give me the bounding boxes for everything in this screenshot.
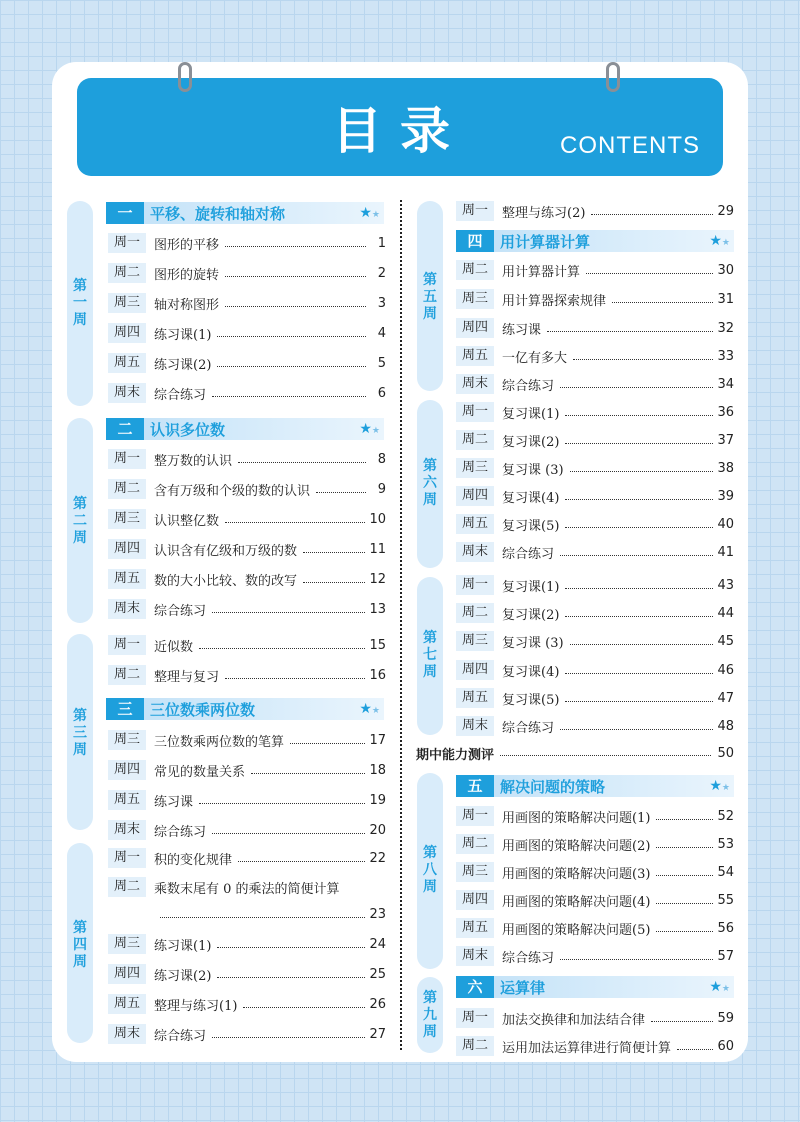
day-label: 周二	[456, 260, 494, 280]
chapter-name: 三位数乘两位数	[150, 700, 256, 719]
midterm-label: 期中能力测评	[416, 747, 495, 763]
leader-dots	[212, 1028, 365, 1038]
topic-label: 练习课(1)	[154, 938, 212, 954]
toc-entry[interactable]	[456, 402, 734, 422]
leader-dots	[560, 378, 713, 388]
topic-label: 认识整亿数	[154, 513, 220, 529]
page-number: 47	[717, 690, 734, 706]
chapter-name: 运算律	[500, 978, 546, 997]
day-label: 周三	[456, 862, 494, 882]
toc-entry[interactable]	[108, 848, 386, 868]
topic-label: 积的变化规律	[154, 852, 233, 868]
week-label: 第九周	[423, 990, 437, 1040]
toc-entry[interactable]	[108, 877, 386, 897]
page-number: 45	[717, 633, 734, 649]
topic-label: 整理与练习(1)	[154, 998, 238, 1014]
page-number: 23	[369, 906, 386, 922]
leader-dots	[586, 264, 713, 274]
toc-entry[interactable]	[108, 934, 386, 954]
toc-entry[interactable]	[456, 430, 734, 450]
topic-label: 练习课	[154, 794, 194, 810]
toc-entry[interactable]	[456, 575, 734, 595]
topic-label: 用画图的策略解决问题(4)	[502, 894, 651, 910]
page-number: 53	[717, 836, 734, 852]
leader-dots	[217, 968, 365, 978]
day-label: 周三	[456, 631, 494, 651]
topic-label: 用计算器探索规律	[502, 293, 607, 309]
topic-label: 复习课 (3)	[502, 462, 564, 478]
day-label: 周末	[108, 599, 146, 619]
toc-entry[interactable]	[456, 1008, 734, 1028]
toc-entry[interactable]	[456, 631, 734, 651]
topic-label: 复习课(5)	[502, 692, 560, 708]
page-number: 37	[717, 432, 734, 448]
chapter-number: 四	[456, 230, 494, 252]
chapter-number: 五	[456, 775, 494, 797]
day-label: 周五	[456, 918, 494, 938]
page-number: 34	[717, 376, 734, 392]
topic-label: 近似数	[154, 639, 194, 655]
page-number: 44	[717, 605, 734, 621]
toc-entry[interactable]	[108, 904, 386, 924]
topic-label: 综合练习	[154, 603, 207, 619]
day-label: 周五	[108, 353, 146, 373]
week-label: 第八周	[423, 845, 437, 895]
page-number: 15	[369, 637, 386, 653]
toc-entry[interactable]	[108, 323, 386, 343]
day-label: 周三	[456, 458, 494, 478]
topic-label: 复习课(5)	[502, 518, 560, 534]
page-number: 59	[717, 1010, 734, 1026]
day-label: 周二	[456, 430, 494, 450]
toc-entry[interactable]	[456, 318, 734, 338]
page-number: 55	[717, 892, 734, 908]
toc-entry[interactable]	[108, 599, 386, 619]
page-number: 2	[377, 265, 386, 281]
topic-label: 综合练习	[502, 950, 555, 966]
day-label: 周五	[108, 994, 146, 1014]
toc-entry[interactable]	[456, 918, 734, 938]
page-number: 5	[377, 355, 386, 371]
leader-dots	[238, 453, 366, 463]
topic-label: 用画图的策略解决问题(2)	[502, 838, 651, 854]
toc-entry[interactable]	[456, 514, 734, 534]
leader-dots	[290, 734, 365, 744]
star-icon: ★★	[709, 979, 730, 995]
toc-entry[interactable]	[456, 660, 734, 680]
page-title: 目录	[332, 102, 468, 160]
topic-label: 整理与练习(2)	[502, 205, 586, 221]
topic-label: 综合练习	[502, 546, 555, 562]
day-label: 周四	[456, 660, 494, 680]
topic-label: 轴对称图形	[154, 297, 220, 313]
day-label: 周五	[108, 569, 146, 589]
day-label: 周一	[456, 575, 494, 595]
toc-entry[interactable]	[456, 542, 734, 562]
chapter-number: 三	[106, 698, 144, 720]
chapter-header[interactable]	[456, 976, 734, 998]
page-number: 25	[369, 966, 386, 982]
page-number: 56	[717, 920, 734, 936]
page-number: 41	[717, 544, 734, 560]
leader-dots	[591, 205, 713, 215]
topic-label: 综合练习	[154, 387, 207, 403]
leader-dots	[500, 746, 711, 756]
page-number: 46	[717, 662, 734, 678]
topic-label: 综合练习	[154, 1028, 207, 1044]
page-number: 32	[717, 320, 734, 336]
day-label	[108, 904, 146, 924]
page-number: 27	[369, 1026, 386, 1042]
leader-dots	[225, 267, 366, 277]
leader-dots	[565, 664, 713, 674]
page-number: 39	[717, 488, 734, 504]
page-number: 18	[369, 762, 386, 778]
topic-label: 一亿有多大	[502, 350, 568, 366]
page-number: 3	[377, 295, 386, 311]
page-number: 8	[377, 451, 386, 467]
topic-label: 整理与复习	[154, 669, 220, 685]
toc-entry[interactable]	[456, 289, 734, 309]
topic-label: 复习课(2)	[502, 607, 560, 623]
day-label: 周三	[108, 293, 146, 313]
topic-label: 综合练习	[502, 378, 555, 394]
column-divider	[400, 200, 402, 1050]
leader-dots	[212, 824, 365, 834]
toc-entry[interactable]	[456, 603, 734, 623]
page-number: 50	[717, 745, 734, 761]
page-number: 33	[717, 348, 734, 364]
day-label: 周二	[456, 834, 494, 854]
leader-dots	[225, 297, 366, 307]
topic-label: 常见的数量关系	[154, 764, 246, 780]
toc-entry[interactable]	[108, 820, 386, 840]
topic-label: 用画图的策略解决问题(3)	[502, 866, 651, 882]
leader-dots	[565, 692, 713, 702]
week-label: 第三周	[73, 708, 87, 758]
leader-dots	[212, 387, 366, 397]
leader-dots	[225, 669, 365, 679]
binder-ring-icon	[178, 62, 192, 92]
day-label: 周二	[456, 603, 494, 623]
toc-entry[interactable]	[456, 862, 734, 882]
day-label: 周四	[108, 760, 146, 780]
leader-dots	[656, 922, 713, 932]
week-label: 第七周	[423, 630, 437, 680]
toc-entry[interactable]	[456, 946, 734, 966]
toc-entry[interactable]	[108, 263, 386, 283]
toc-entry[interactable]	[108, 509, 386, 529]
page-number: 6	[377, 385, 386, 401]
leader-dots	[560, 950, 713, 960]
toc-entry[interactable]	[108, 233, 386, 253]
day-label: 周末	[456, 374, 494, 394]
page-number: 12	[369, 571, 386, 587]
binder-ring-icon	[606, 62, 620, 92]
leader-dots	[225, 513, 365, 523]
leader-dots	[303, 543, 365, 553]
day-label: 周三	[108, 934, 146, 954]
chapter-number: 六	[456, 976, 494, 998]
page-number: 48	[717, 718, 734, 734]
leader-dots	[199, 639, 365, 649]
leader-dots	[560, 720, 713, 730]
leader-dots	[651, 1012, 713, 1022]
topic-label: 运用加法运算律进行简便计算	[502, 1040, 672, 1056]
topic-label: 乘数末尾有 0 的乘法的简便计算	[154, 881, 340, 897]
day-label: 周一	[456, 201, 494, 221]
day-label: 周五	[456, 688, 494, 708]
chapter-name: 认识多位数	[150, 420, 226, 439]
topic-label: 含有万级和个级的数的认识	[154, 483, 311, 499]
day-label: 周末	[456, 542, 494, 562]
topic-label: 用画图的策略解决问题(5)	[502, 922, 651, 938]
leader-dots	[570, 462, 714, 472]
leader-dots	[243, 998, 365, 1008]
leader-dots	[565, 607, 713, 617]
toc-entry[interactable]	[108, 293, 386, 313]
topic-label: 复习课(4)	[502, 490, 560, 506]
day-label: 周五	[456, 346, 494, 366]
midterm-entry[interactable]	[416, 743, 734, 763]
leader-dots	[656, 810, 713, 820]
star-icon: ★★	[709, 233, 730, 249]
chapter-header[interactable]	[106, 202, 384, 224]
day-label: 周一	[456, 1008, 494, 1028]
toc-entry[interactable]	[108, 383, 386, 403]
page-number: 9	[377, 481, 386, 497]
leader-dots	[656, 894, 713, 904]
topic-label: 复习课(1)	[502, 406, 560, 422]
chapter-header[interactable]	[456, 775, 734, 797]
toc-entry[interactable]	[108, 449, 386, 469]
page-number: 52	[717, 808, 734, 824]
page-number: 16	[369, 667, 386, 683]
page-number: 29	[717, 203, 734, 219]
leader-dots	[303, 573, 365, 583]
topic-label: 三位数乘两位数的笔算	[154, 734, 285, 750]
page-number: 40	[717, 516, 734, 532]
day-label: 周一	[456, 806, 494, 826]
toc-entry[interactable]	[108, 569, 386, 589]
leader-dots	[565, 406, 713, 416]
toc-entry[interactable]	[108, 1024, 386, 1044]
page-number: 60	[717, 1038, 734, 1054]
page-number: 4	[377, 325, 386, 341]
leader-dots	[212, 603, 365, 613]
chapter-name: 解决问题的策略	[500, 777, 606, 796]
page-number: 54	[717, 864, 734, 880]
page-number: 11	[369, 541, 386, 557]
day-label: 周二	[108, 263, 146, 283]
leader-dots	[346, 881, 366, 891]
leader-dots	[656, 866, 713, 876]
topic-label: 图形的平移	[154, 237, 220, 253]
page-number: 1	[377, 235, 386, 251]
week-label: 第五周	[423, 272, 437, 322]
star-icon: ★★	[359, 421, 380, 437]
page-number: 43	[717, 577, 734, 593]
topic-label: 综合练习	[502, 720, 555, 736]
topic-label: 练习课	[502, 322, 542, 338]
topic-label: 用画图的策略解决问题(1)	[502, 810, 651, 826]
day-label: 周三	[108, 730, 146, 750]
leader-dots	[217, 938, 365, 948]
toc-entry[interactable]	[108, 964, 386, 984]
page-number: 38	[717, 460, 734, 476]
toc-entry[interactable]	[108, 353, 386, 373]
day-label: 周一	[108, 233, 146, 253]
page-subtitle: CONTENTS	[560, 132, 700, 159]
topic-label: 用计算器计算	[502, 264, 581, 280]
leader-dots	[560, 546, 713, 556]
page-number: 13	[369, 601, 386, 617]
leader-dots	[565, 579, 713, 589]
toc-entry[interactable]	[108, 760, 386, 780]
toc-entry[interactable]	[456, 486, 734, 506]
star-icon: ★★	[359, 701, 380, 717]
day-label: 周一	[456, 402, 494, 422]
day-label: 周四	[108, 539, 146, 559]
leader-dots	[199, 794, 365, 804]
topic-label: 图形的旋转	[154, 267, 220, 283]
page-number: 30	[717, 262, 734, 278]
leader-dots	[251, 764, 365, 774]
page-number: 57	[717, 948, 734, 964]
leader-dots	[225, 237, 366, 247]
day-label: 周一	[108, 635, 146, 655]
topic-label: 复习课(2)	[502, 434, 560, 450]
toc-entry[interactable]	[456, 346, 734, 366]
chapter-number: 一	[106, 202, 144, 224]
toc-entry[interactable]	[456, 201, 734, 221]
week-label: 第六周	[423, 458, 437, 508]
chapter-name: 平移、旋转和轴对称	[150, 204, 286, 223]
day-label: 周五	[456, 514, 494, 534]
chapter-header[interactable]	[456, 230, 734, 252]
day-label: 周二	[108, 877, 146, 897]
leader-dots	[160, 908, 365, 918]
toc-entry[interactable]	[108, 635, 386, 655]
toc-entry[interactable]	[456, 716, 734, 736]
day-label: 周五	[108, 790, 146, 810]
leader-dots	[565, 490, 713, 500]
toc-entry[interactable]	[108, 790, 386, 810]
page-number: 31	[717, 291, 734, 307]
toc-entry[interactable]	[108, 479, 386, 499]
page-number: 19	[369, 792, 386, 808]
toc-entry[interactable]	[108, 665, 386, 685]
day-label: 周末	[456, 946, 494, 966]
leader-dots	[677, 1040, 713, 1050]
day-label: 周末	[456, 716, 494, 736]
page-number: 26	[369, 996, 386, 1012]
toc-entry[interactable]	[108, 994, 386, 1014]
topic-label: 练习课(1)	[154, 327, 212, 343]
star-icon: ★★	[709, 778, 730, 794]
day-label: 周末	[108, 383, 146, 403]
toc-entry[interactable]	[456, 688, 734, 708]
page-number: 36	[717, 404, 734, 420]
page-number: 22	[369, 850, 386, 866]
toc-entry[interactable]	[456, 834, 734, 854]
toc-entry[interactable]	[456, 374, 734, 394]
day-label: 周四	[108, 964, 146, 984]
chapter-number: 二	[106, 418, 144, 440]
day-label: 周二	[108, 665, 146, 685]
leader-dots	[573, 350, 713, 360]
day-label: 周四	[108, 323, 146, 343]
week-label: 第四周	[73, 920, 87, 970]
topic-label: 复习课(1)	[502, 579, 560, 595]
toc-entry[interactable]	[456, 806, 734, 826]
day-label: 周一	[108, 449, 146, 469]
day-label: 周三	[456, 289, 494, 309]
page-number: 17	[369, 732, 386, 748]
leader-dots	[656, 838, 713, 848]
toc-entry[interactable]	[456, 260, 734, 280]
day-label: 周末	[108, 1024, 146, 1044]
day-label: 周一	[108, 848, 146, 868]
toc-entry[interactable]	[456, 458, 734, 478]
leader-dots	[217, 327, 366, 337]
leader-dots	[547, 322, 713, 332]
toc-entry[interactable]	[108, 539, 386, 559]
topic-label: 综合练习	[154, 824, 207, 840]
topic-label: 数的大小比较、数的改写	[154, 573, 298, 589]
toc-entry[interactable]	[456, 1036, 734, 1056]
chapter-header[interactable]	[106, 698, 384, 720]
leader-dots	[612, 293, 713, 303]
topic-label: 整万数的认识	[154, 453, 233, 469]
day-label: 周三	[108, 509, 146, 529]
topic-label: 复习课(4)	[502, 664, 560, 680]
topic-label: 练习课(2)	[154, 357, 212, 373]
day-label: 周四	[456, 486, 494, 506]
page-number: 20	[369, 822, 386, 838]
page-number: 10	[369, 511, 386, 527]
day-label: 周四	[456, 890, 494, 910]
leader-dots	[565, 518, 713, 528]
week-label: 第一周	[73, 278, 87, 328]
star-icon: ★★	[359, 205, 380, 221]
leader-dots	[238, 852, 365, 862]
leader-dots	[565, 434, 713, 444]
topic-label: 练习课(2)	[154, 968, 212, 984]
topic-label: 认识含有亿级和万级的数	[154, 543, 298, 559]
day-label: 周四	[456, 318, 494, 338]
chapter-name: 用计算器计算	[500, 232, 591, 251]
topic-label: 复习课 (3)	[502, 635, 564, 651]
leader-dots	[316, 483, 366, 493]
toc-entry[interactable]	[108, 730, 386, 750]
page-number: 24	[369, 936, 386, 952]
day-label: 周二	[108, 479, 146, 499]
toc-entry[interactable]	[456, 890, 734, 910]
chapter-header[interactable]	[106, 418, 384, 440]
week-label: 第二周	[73, 496, 87, 546]
day-label: 周二	[456, 1036, 494, 1056]
topic-label: 加法交换律和加法结合律	[502, 1012, 646, 1028]
leader-dots	[570, 635, 714, 645]
leader-dots	[217, 357, 366, 367]
day-label: 周末	[108, 820, 146, 840]
